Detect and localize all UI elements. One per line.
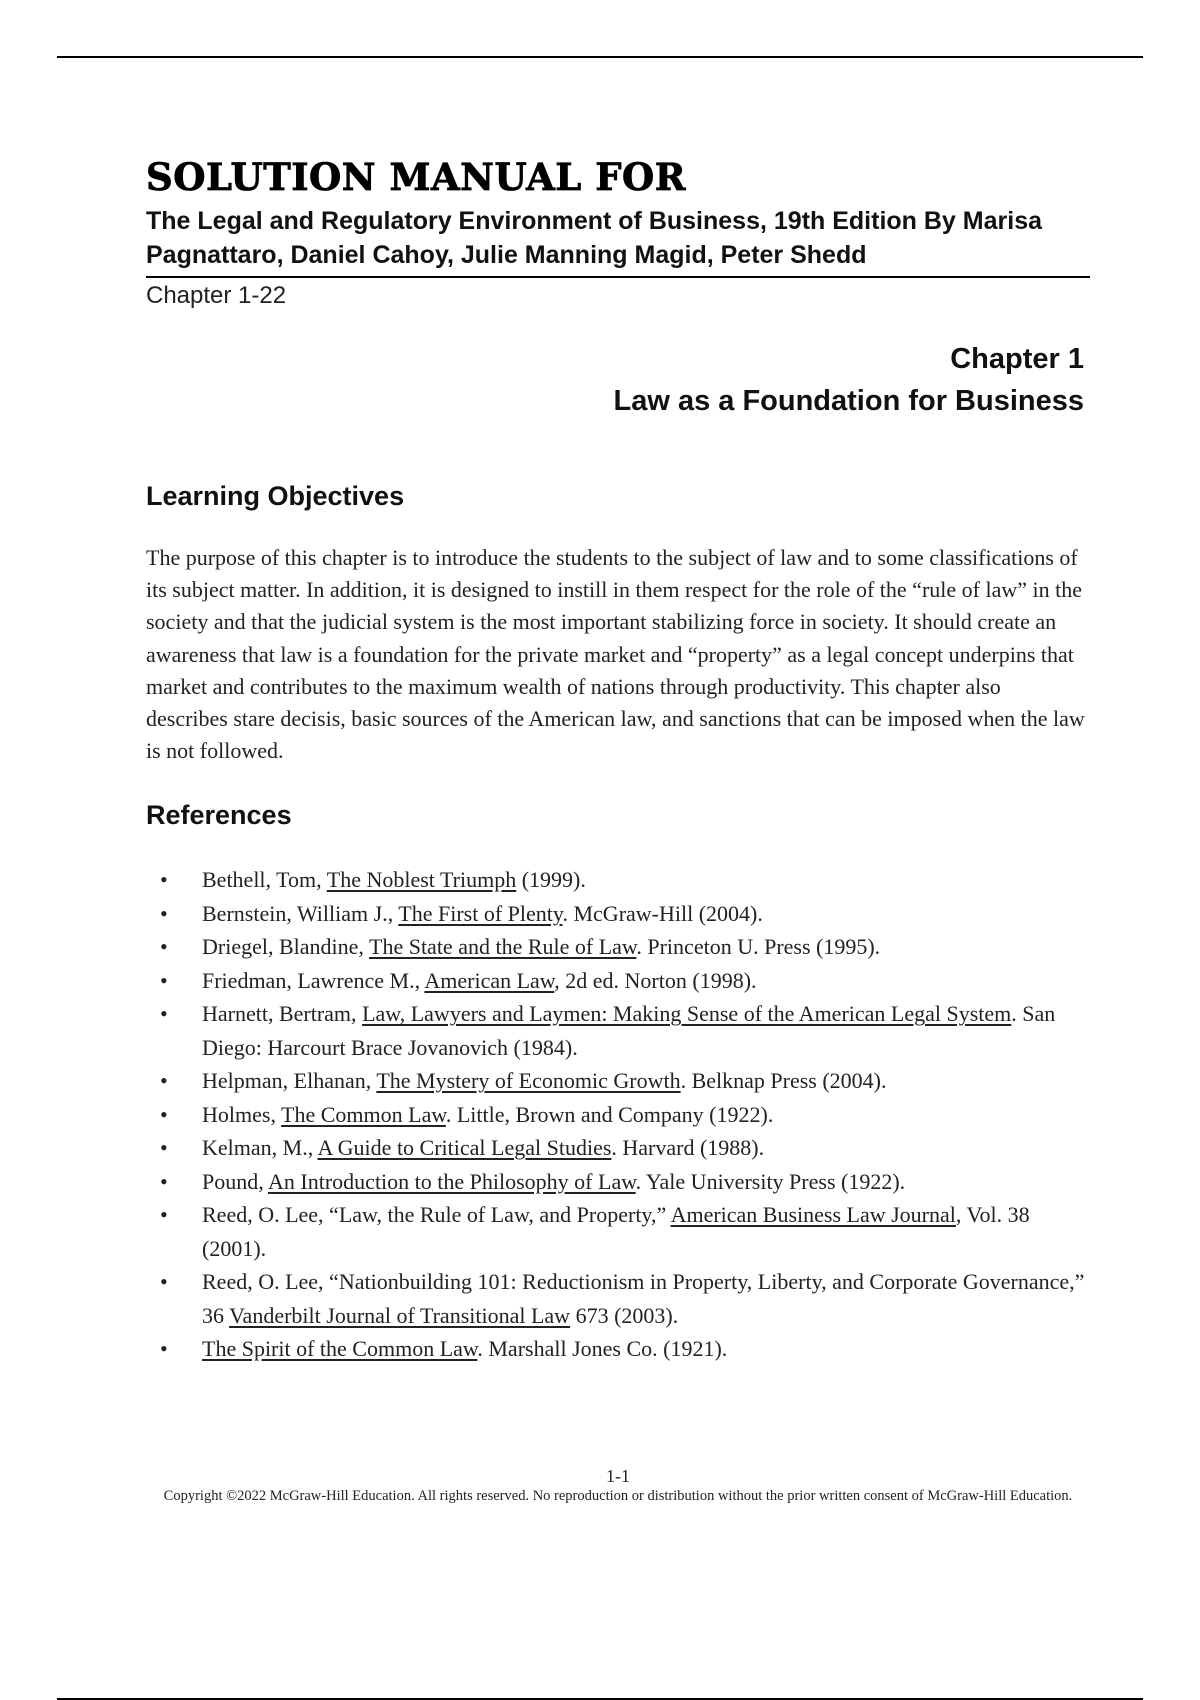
reference-publication: . Marshall Jones Co. (1921). [477,1336,728,1362]
learning-objectives-text: The purpose of this chapter is to introduce the students to the subject of law and to some classifications of its subject matter. In addition, it is designed to instill in them respect for the role of the “rule of law” in the society and that the judicial system is the most important stabilizing force in society. It should create an awareness that law is a foundation for the private market and “property” as a legal concept underpins that market and contributes to the maximum wealth of nations through productivity. This chapter also describes stare decisis, basic sources of the American law, and sanctions that can be imposed when the law is not followed. [146,545,1085,764]
bullet-icon: • [160,1336,168,1362]
reference-author: Driegel, Blandine, [202,934,369,960]
reference-author: Harnett, Bertram, [202,1001,363,1027]
reference-author: Bethell, Tom, [202,867,327,893]
reference-publication: . McGraw-Hill (2004). [562,900,763,926]
reference-item [146,997,1090,1064]
reference-item [146,1098,1090,1132]
bullet-icon: • [160,1202,168,1228]
reference-title: A Guide to Critical Legal Studies [317,1135,612,1161]
bullet-icon: • [160,1001,168,1027]
reference-item [146,1265,1090,1332]
top-rule [57,56,1143,58]
learning-objectives-heading: Learning Objectives [146,481,405,511]
reference-publication: . San Diego: Harcourt Brace Jovanovich (1984). [202,1001,1056,1060]
chapter-title: Law as a Foundation for Business [613,385,1084,417]
reference-author: Helpman, Elhanan, [202,1068,377,1094]
bullet-icon: • [160,1135,168,1161]
chapter-range: Chapter 1-22 [146,282,287,309]
document-title: SOLUTION MANUAL FOR [146,155,686,199]
reference-author: Reed, O. Lee, “Nationbuilding 101: Reductionism in Property, Liberty, and Corporate Governance,” 36 [202,1269,1085,1328]
reference-title: The Spirit of the Common Law [202,1336,478,1362]
reference-publication: (1999). [516,867,586,893]
reference-item [146,897,1090,931]
copyright-notice: Copyright ©2022 McGraw-Hill Education. All rights reserved. No reproduction or distribution without the prior written consent of McGraw-Hill Education. [163,1488,1073,1504]
reference-item [146,964,1090,998]
reference-item [146,1198,1090,1265]
book-subtitle: The Legal and Regulatory Environment of Business, 19th Edition By Marisa Pagnattaro, Daniel Cahoy, Julie Manning Magid, Peter Shedd [146,207,1042,269]
reference-item [146,1064,1090,1098]
references-list [146,863,1090,1366]
reference-title: An Introduction to the Philosophy of Law [268,1168,636,1194]
page-footer [146,1466,1090,1506]
reference-title: The Common Law [281,1101,446,1127]
page-content [146,154,1090,1366]
reference-item [146,1131,1090,1165]
reference-item [146,930,1090,964]
reference-item [146,863,1090,897]
reference-title: The State and the Rule of Law [369,934,637,960]
reference-author: Bernstein, William J., [202,900,399,926]
references-heading: References [146,800,292,831]
reference-author: Friedman, Lawrence M., [202,967,425,993]
reference-item [146,1332,1090,1366]
bullet-icon: • [160,1068,168,1094]
reference-publication: , Vol. 38 (2001). [202,1202,1030,1261]
reference-publication: . Harvard (1988). [611,1135,765,1161]
reference-title: The First of Plenty [398,900,563,926]
reference-author: Kelman, M., [202,1135,318,1161]
chapter-number: Chapter 1 [950,343,1084,375]
reference-publication: . Princeton U. Press (1995). [636,934,881,960]
bullet-icon: • [160,1269,168,1295]
reference-item [146,1165,1090,1199]
reference-title: American Business Law Journal [670,1202,956,1228]
reference-author: Holmes, [202,1101,282,1127]
page-number: 1-1 [606,1466,630,1486]
reference-publication: 673 (2003). [570,1302,679,1328]
bullet-icon: • [160,934,168,960]
reference-publication: . Yale University Press (1922). [635,1168,906,1194]
reference-title: Vanderbilt Journal of Transitional Law [229,1302,571,1328]
reference-publication: . Belknap Press (2004). [680,1068,887,1094]
reference-title: American Law [424,967,555,993]
reference-title: The Noblest Triumph [326,867,517,893]
reference-author: Reed, O. Lee, “Law, the Rule of Law, and Property,” [202,1202,671,1228]
bullet-icon: • [160,867,168,893]
bullet-icon: • [160,900,168,926]
bullet-icon: • [160,1101,168,1127]
bullet-icon: • [160,967,168,993]
reference-author: Pound, [202,1168,269,1194]
reference-publication: , 2d ed. Norton (1998). [554,967,757,993]
reference-publication: . Little, Brown and Company (1922). [445,1101,774,1127]
chapter-heading [146,338,1084,422]
subtitle-rule [146,276,1090,278]
reference-title: Law, Lawyers and Laymen: Making Sense of the American Legal System [362,1001,1012,1027]
bullet-icon: • [160,1168,168,1194]
reference-title: The Mystery of Economic Growth [376,1068,681,1094]
